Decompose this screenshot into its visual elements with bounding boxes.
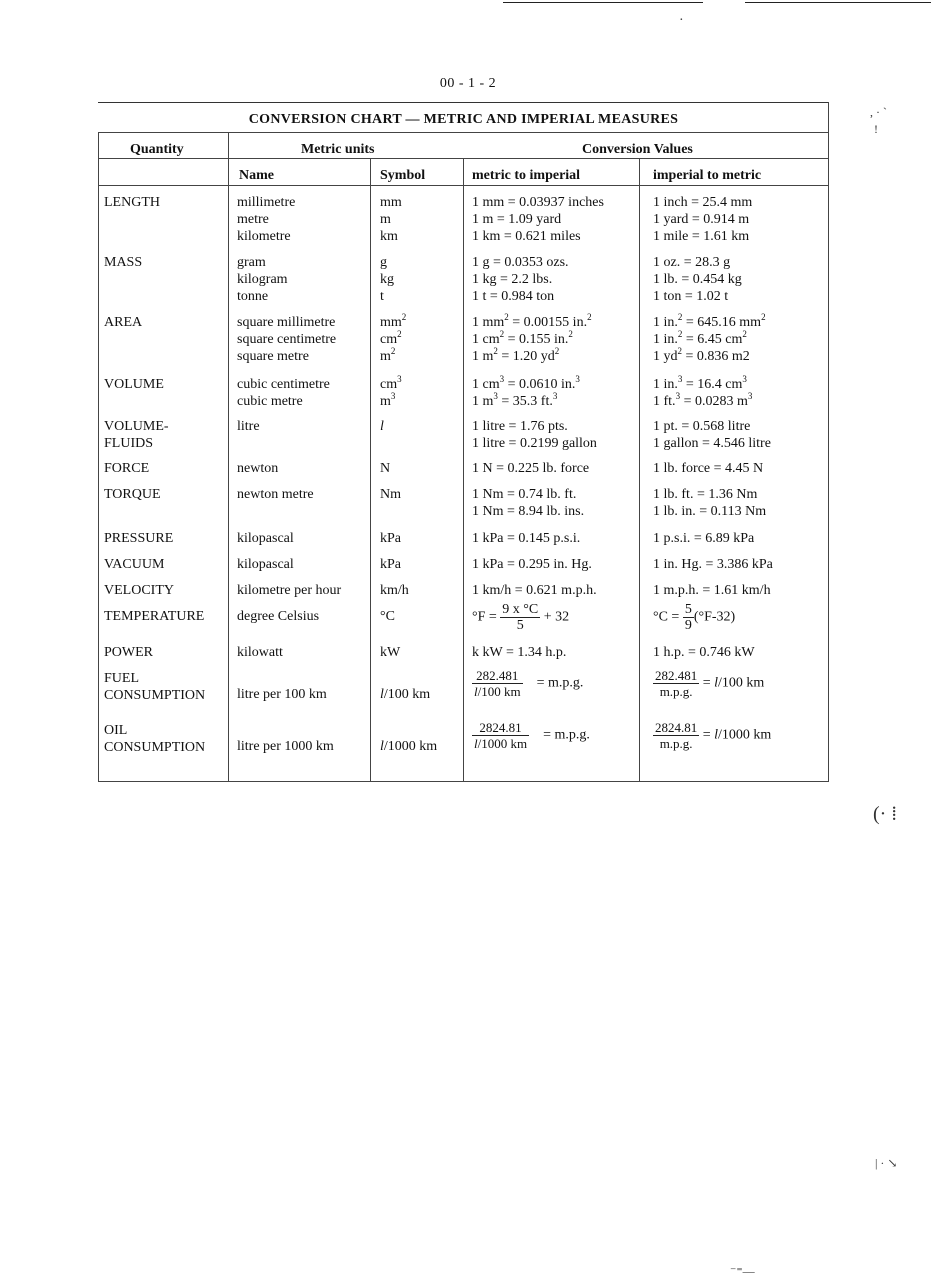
unit-symbol: t	[380, 289, 384, 304]
unit-symbol: Nm	[380, 487, 401, 502]
metric-to-imperial-value: 1 kPa = 0.145 p.s.i.	[472, 531, 581, 546]
header-symbol: Symbol	[380, 168, 426, 183]
unit-symbol: km	[380, 229, 398, 244]
metric-to-imperial-value: k kW = 1.34 h.p.	[472, 645, 567, 660]
divider-symbol-conversion	[463, 158, 464, 782]
quantity-label: PRESSURE	[104, 531, 174, 546]
unit-name: kilopascal	[237, 531, 294, 546]
imperial-to-metric-formula: $\frac{2824.81}{m.p.g.}$ = l/1000 km	[655, 720, 772, 751]
scan-artifact-mark: (· ⁞	[873, 803, 897, 825]
unit-name: kilowatt	[237, 645, 283, 660]
fraction: $\frac{2824.81}{m.p.g.}$	[655, 720, 698, 751]
scan-artifact-mark: ⁻⁼—	[730, 1264, 755, 1278]
table-title: CONVERSION CHART — METRIC AND IMPERIAL MEASURES	[248, 112, 679, 127]
unit-name: newton	[237, 461, 279, 476]
metric-to-imperial-value: 1 litre = 0.2199 gallon	[472, 436, 597, 451]
quantity-label: MASS	[104, 255, 143, 270]
imperial-to-metric-value: 1 m.p.h. = 1.61 km/h	[653, 583, 771, 598]
fraction: $\frac{282.481}{m.p.g.}$	[655, 668, 698, 699]
unit-name: kilopascal	[237, 557, 294, 572]
metric-to-imperial-value: 1 km/h = 0.621 m.p.h.	[472, 583, 597, 598]
divider-name-symbol	[370, 158, 371, 782]
unit-name: newton metre	[237, 487, 314, 502]
unit-symbol: $mm^2$	[380, 312, 407, 330]
unit-symbol: °C	[380, 609, 395, 624]
divider-m2i-i2m	[639, 158, 640, 782]
imperial-to-metric-value: 1 oz. = 28.3 g	[653, 255, 731, 270]
unit-name: cubic centimetre	[237, 377, 330, 392]
imperial-to-metric-value: 1 in.$^2$ = 6.45 $cm^2$	[653, 329, 747, 347]
imperial-to-metric-value: 1 in.$^2$ = 645.16 $mm^2$	[653, 312, 766, 330]
scan-artifact-speck: ·	[679, 13, 684, 28]
unit-name: kilogram	[237, 272, 288, 287]
unit-name: degree Celsius	[237, 609, 320, 624]
unit-symbol: l/1000 km	[380, 739, 438, 754]
metric-to-imperial-value: 1 $m^3 = 35.3$ ft.$^3$	[472, 391, 558, 409]
table-top-rule	[98, 102, 829, 103]
imperial-to-metric-value: 1 lb. ft. = 1.36 Nm	[653, 487, 758, 502]
metric-to-imperial-value: 1 Nm = 0.74 lb. ft.	[472, 487, 577, 502]
quantity-label: LENGTH	[104, 195, 160, 210]
quantity-label: VOLUME-	[104, 419, 169, 434]
metric-to-imperial-value: 1 g = 0.0353 ozs.	[472, 255, 569, 270]
quantity-label: TORQUE	[104, 487, 161, 502]
unit-symbol: g	[380, 255, 387, 270]
quantity-label: VACUUM	[104, 557, 165, 572]
unit-symbol: $m^3$	[380, 391, 396, 409]
metric-to-imperial-formula: °F = $\frac{9 x ^\circ C}{5}$ + 32	[472, 602, 570, 633]
unit-symbol: kg	[380, 272, 394, 287]
unit-name: square millimetre	[237, 315, 336, 330]
imperial-to-metric-value: 1 in.$^3$ = 16.4 $cm^3$	[653, 374, 747, 392]
unit-symbol: m	[380, 212, 391, 227]
imperial-to-metric-value: 1 $yd^2 = 0.836$ m2	[653, 346, 750, 364]
imperial-to-metric-value: 1 lb. force = 4.45 N	[653, 461, 764, 476]
imperial-to-metric-formula: °C = $\frac{5}{9}$ (°F-32)	[653, 602, 736, 633]
metric-to-imperial-value: 1 $cm^3 = 0.0610$ in.$^3$	[472, 374, 580, 392]
header-imperial-to-metric: imperial to metric	[653, 168, 762, 183]
table-bottom-rule	[98, 781, 829, 782]
unit-name: gram	[237, 255, 266, 270]
imperial-to-metric-value: 1 h.p. = 0.746 kW	[653, 645, 755, 660]
quantity-label: TEMPERATURE	[104, 609, 205, 624]
imperial-to-metric-value: 1 yard = 0.914 m	[653, 212, 750, 227]
unit-symbol: l/100 km	[380, 687, 431, 702]
unit-name: litre per 100 km	[237, 687, 327, 702]
quantity-label: CONSUMPTION	[104, 740, 206, 755]
table-left-border	[98, 132, 99, 782]
metric-to-imperial-value: 1 mm = 0.03937 inches	[472, 195, 604, 210]
quantity-label: OIL	[104, 723, 128, 738]
unit-symbol: kPa	[380, 557, 401, 572]
header-conversion-values: Conversion Values	[582, 142, 693, 157]
imperial-to-metric-value: 1 pt. = 0.568 litre	[653, 419, 751, 434]
scan-artifact-mark: | · ↘	[875, 1156, 898, 1170]
metric-to-imperial-value: 1 kPa = 0.295 in. Hg.	[472, 557, 592, 572]
quantity-label: FUEL	[104, 671, 139, 686]
metric-to-imperial-formula: $\frac{282.481}{l/100 km}$ = m.p.g.	[474, 668, 584, 699]
header-quantity: Quantity	[130, 142, 184, 157]
header-name: Name	[239, 168, 274, 183]
unit-name: square metre	[237, 349, 309, 364]
quantity-label: AREA	[104, 315, 143, 330]
unit-symbol: $m^2$	[380, 346, 396, 364]
metric-to-imperial-formula: $\frac{2824.81}{l/1000 km}$ = m.p.g.	[474, 720, 590, 751]
imperial-to-metric-value: 1 mile = 1.61 km	[653, 229, 750, 244]
metric-to-imperial-value: 1 Nm = 8.94 lb. ins.	[472, 504, 585, 519]
fraction: $\frac{5}{9}$	[684, 602, 692, 633]
imperial-to-metric-value: 1 in. Hg. = 3.386 kPa	[653, 557, 773, 572]
scan-artifact-top-line	[745, 2, 931, 3]
unit-name: litre per 1000 km	[237, 739, 334, 754]
quantity-label: CONSUMPTION	[104, 688, 206, 703]
metric-to-imperial-value: 1 $cm^2 = 0.155$ in.$^2$	[472, 329, 573, 347]
quantity-label: POWER	[104, 645, 153, 660]
fraction: $\frac{282.481}{l/100 km}$	[474, 668, 521, 699]
metric-to-imperial-value: 1 km = 0.621 miles	[472, 229, 581, 244]
rule-under-title	[98, 132, 829, 133]
metric-to-imperial-value: 1 $mm^2 = 0.00155$ in.$^2$	[472, 312, 592, 330]
quantity-label: FORCE	[104, 461, 150, 476]
header-metric-to-imperial: metric to imperial	[472, 168, 581, 183]
quantity-label: VOLUME	[104, 377, 164, 392]
metric-to-imperial-value: 1 kg = 2.2 lbs.	[472, 272, 553, 287]
header-metric-units: Metric units	[301, 142, 375, 157]
metric-to-imperial-value: 1 t = 0.984 ton	[472, 289, 555, 304]
page-number: 00 - 1 - 2	[439, 76, 497, 91]
unit-symbol: mm	[380, 195, 402, 210]
imperial-to-metric-value: 1 ton = 1.02 t	[653, 289, 729, 304]
unit-symbol: $cm^3$	[380, 374, 402, 392]
imperial-to-metric-value: 1 lb. in. = 0.113 Nm	[653, 504, 767, 519]
scan-artifact-mark: !	[874, 122, 878, 136]
quantity-label: FLUIDS	[104, 436, 154, 451]
unit-symbol: kPa	[380, 531, 401, 546]
metric-to-imperial-value: 1 litre = 1.76 pts.	[472, 419, 568, 434]
unit-symbol: $cm^2$	[380, 329, 402, 347]
fraction: $\frac{2824.81}{l/1000 km}$	[474, 720, 528, 751]
unit-symbol: kW	[380, 645, 401, 660]
unit-symbol: N	[380, 461, 391, 476]
divider-quantity-name	[228, 132, 229, 782]
metric-to-imperial-value: 1 $m^2 = 1.20$ $yd^2$	[472, 346, 560, 364]
imperial-to-metric-value: 1 inch = 25.4 mm	[653, 195, 753, 210]
unit-name: tonne	[237, 289, 269, 304]
unit-symbol: km/h	[380, 583, 409, 598]
unit-name: cubic metre	[237, 394, 303, 409]
imperial-to-metric-formula: $\frac{282.481}{m.p.g.}$ = l/100 km	[655, 668, 765, 699]
quantity-label: VELOCITY	[104, 583, 174, 598]
metric-to-imperial-value: 1 m = 1.09 yard	[472, 212, 562, 227]
unit-name: millimetre	[237, 195, 296, 210]
unit-name: square centimetre	[237, 332, 337, 347]
imperial-to-metric-value: 1 gallon = 4.546 litre	[653, 436, 771, 451]
unit-name: litre	[237, 419, 260, 434]
imperial-to-metric-value: 1 p.s.i. = 6.89 kPa	[653, 531, 755, 546]
unit-name: kilometre per hour	[237, 583, 342, 598]
fraction: $\frac{9 x ^\circ C}{5}$	[502, 602, 539, 633]
table-right-border	[828, 102, 829, 782]
unit-name: metre	[237, 212, 269, 227]
metric-to-imperial-value: 1 N = 0.225 lb. force	[472, 461, 590, 476]
unit-symbol: l	[380, 419, 384, 434]
scan-artifact-top-line	[503, 2, 703, 3]
imperial-to-metric-value: 1 lb. = 0.454 kg	[653, 272, 742, 287]
imperial-to-metric-value: 1 ft.$^3$ = 0.0283 $m^3$	[653, 391, 753, 409]
scan-artifact-mark: , · `	[870, 105, 887, 119]
unit-name: kilometre	[237, 229, 291, 244]
